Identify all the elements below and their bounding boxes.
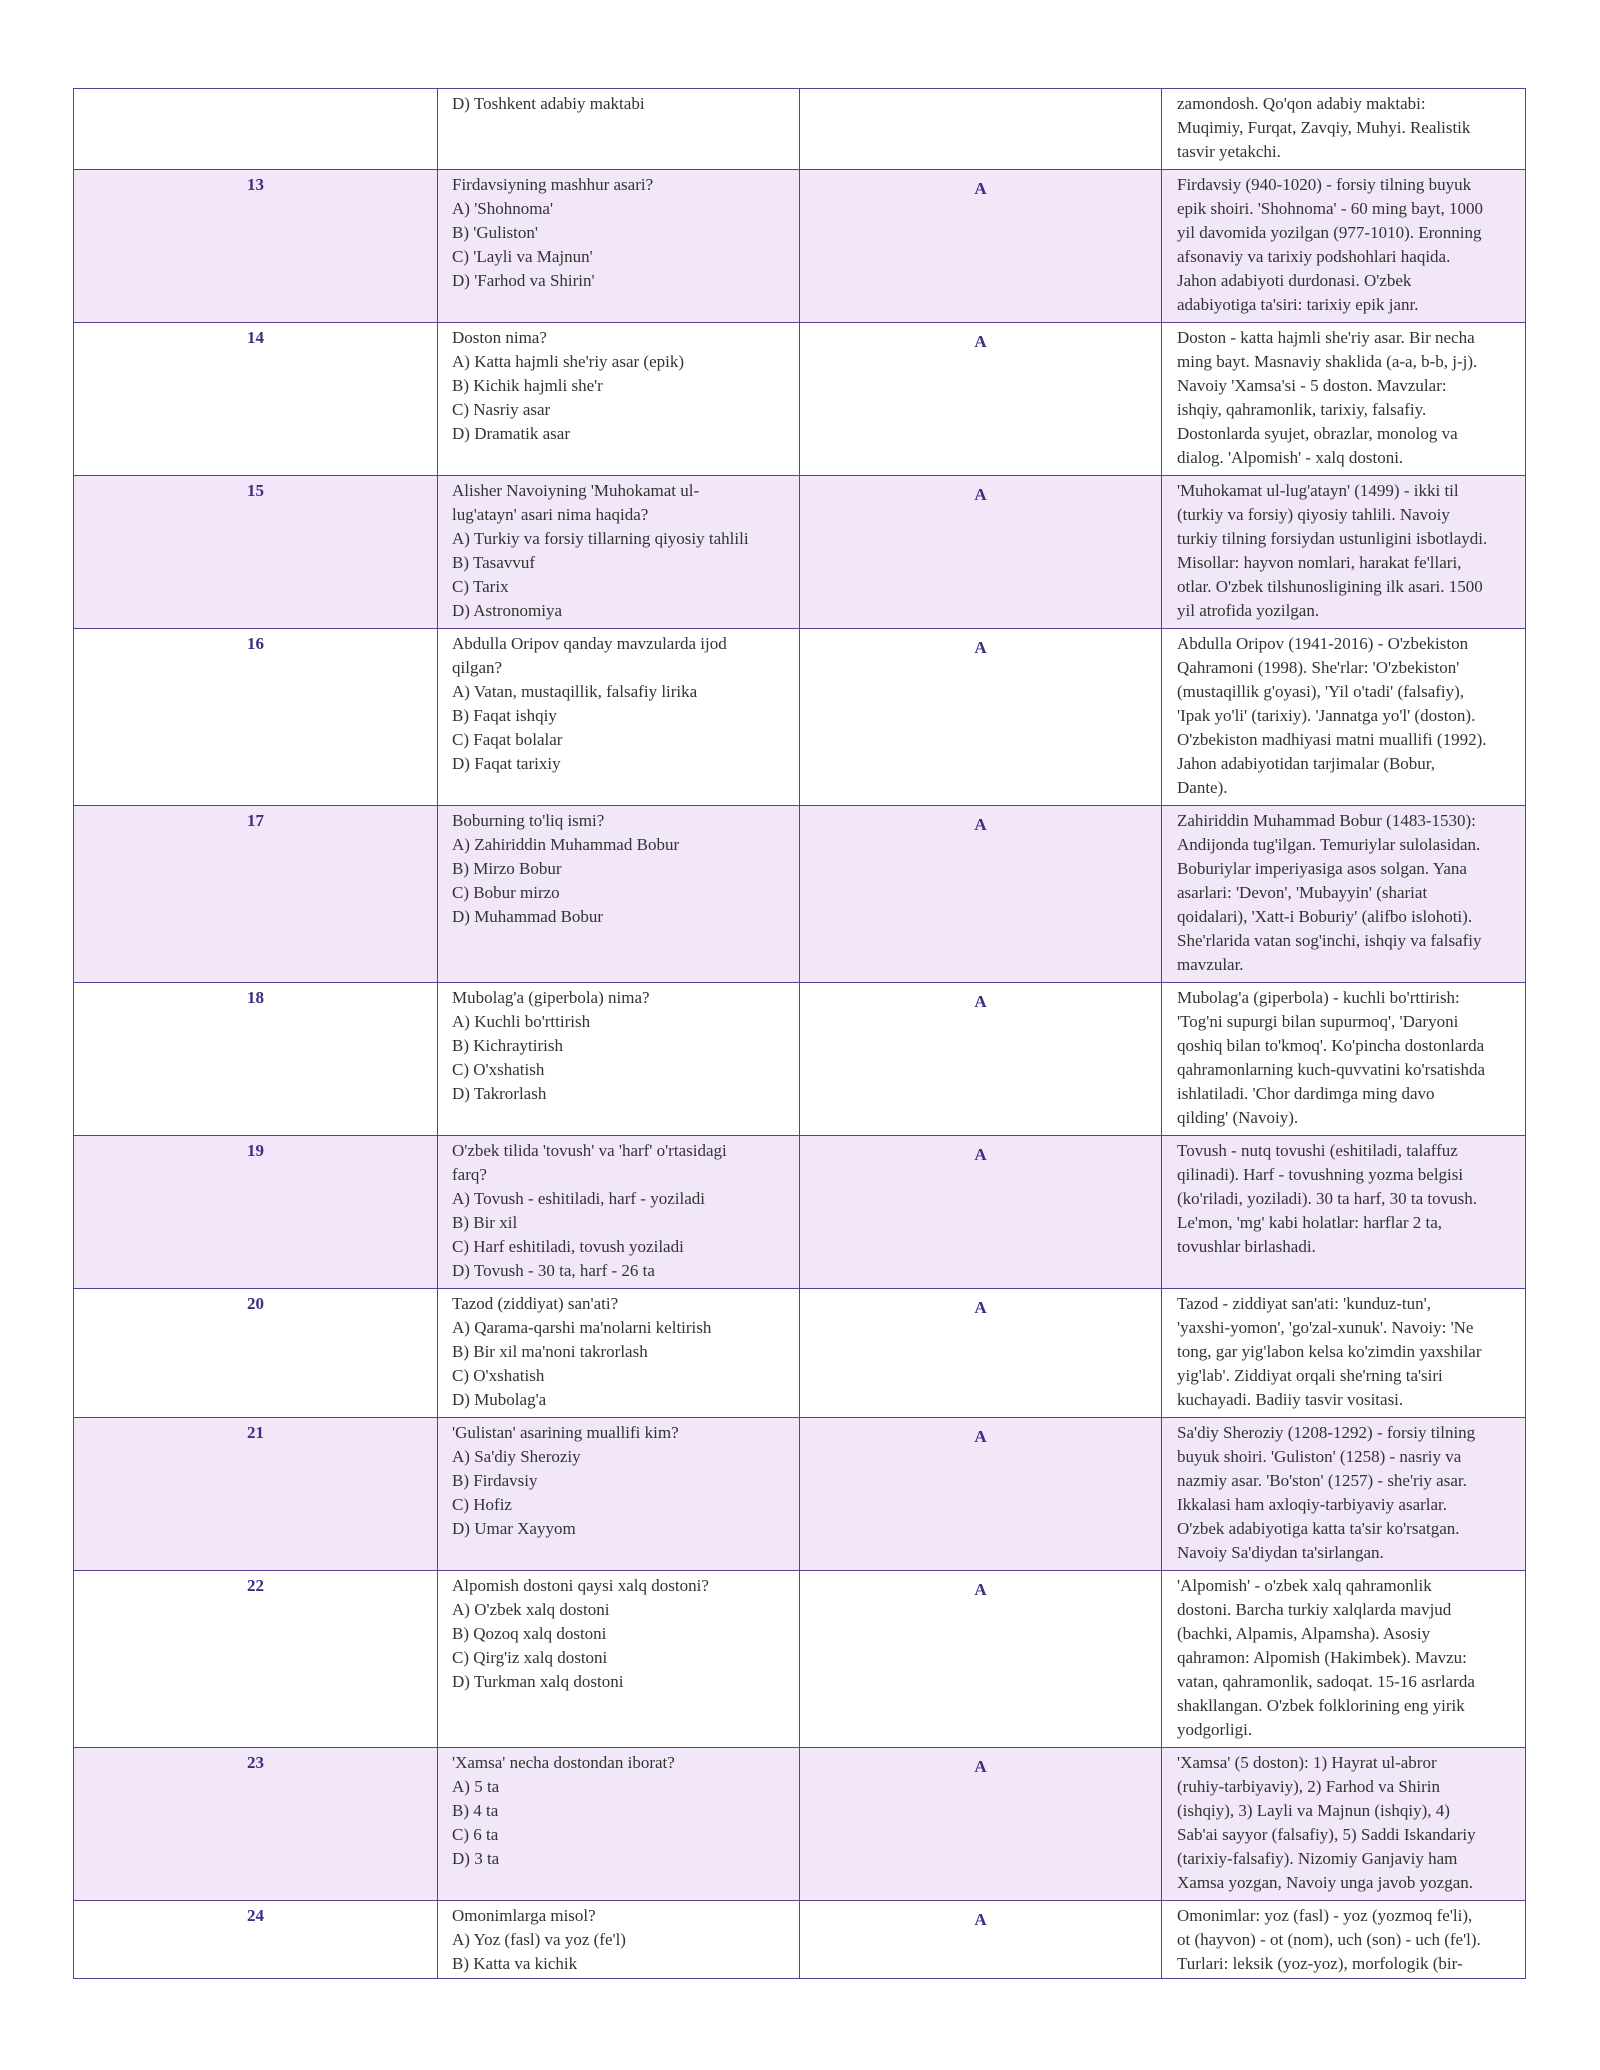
question-number: 17 (247, 811, 264, 830)
question-text: 'Gulistan' asarining muallifi kim? (452, 1423, 679, 1442)
answer-option: D) Mubolag'a (452, 1390, 547, 1409)
question-cell (438, 476, 800, 629)
question-number: 18 (247, 988, 264, 1007)
explanation-line: 'yaxshi-yomon', 'go'zal-xunuk'. Navoiy: 'Ne (1177, 1318, 1474, 1337)
explanation-line: Zahiriddin Muhammad Bobur (1483-1530): (1177, 811, 1476, 830)
table-row (74, 1748, 1526, 1901)
question-cell (438, 1748, 800, 1901)
explanation-line: qoshiq bilan to'kmoq'. Ko'pincha dostonlarda (1177, 1036, 1485, 1055)
answer-option: D) Turkman xalq dostoni (452, 1672, 624, 1691)
table-row (74, 1571, 1526, 1748)
correct-answer-cell (800, 1748, 1162, 1901)
explanation-line: Le'mon, 'mg' kabi holatlar: harflar 2 ta, (1177, 1213, 1443, 1232)
answer-option: C) Bobur mirzo (452, 883, 560, 902)
explanation-line: Sa'diy Sheroziy (1208-1292) - forsiy tilning (1177, 1423, 1476, 1442)
explanation-cell (1162, 1418, 1526, 1571)
answer-option: D) Toshkent adabiy maktabi (452, 94, 645, 113)
answer-option: farq? (452, 1165, 487, 1184)
explanation-line: Navoiy 'Xamsa'si - 5 doston. Mavzular: (1177, 376, 1447, 395)
correct-answer: A (974, 1757, 987, 1776)
table-row (74, 983, 1526, 1136)
answer-option: B) Tasavvuf (452, 553, 536, 572)
table-row (74, 89, 1526, 170)
answer-option: C) Faqat bolalar (452, 730, 563, 749)
question-cell (438, 806, 800, 983)
question-text: Mubolag'a (giperbola) nima? (452, 988, 650, 1007)
correct-answer-cell (800, 1901, 1162, 1979)
explanation-line: vatan, qahramonlik, sadoqat. 15-16 asrlarda (1177, 1672, 1475, 1691)
question-text: Tazod (ziddiyat) san'ati? (452, 1294, 619, 1313)
question-text: 'Xamsa' necha dostondan iborat? (452, 1753, 675, 1772)
question-text: Doston nima? (452, 328, 547, 347)
correct-answer: A (974, 485, 987, 504)
explanation-line: Dante). (1177, 778, 1228, 797)
correct-answer-cell (800, 323, 1162, 476)
explanation-cell (1162, 89, 1526, 170)
correct-answer-cell (800, 806, 1162, 983)
explanation-line: qahramon: Alpomish (Hakimbek). Mavzu: (1177, 1648, 1467, 1667)
question-number-cell (74, 1136, 438, 1289)
explanation-line: yil atrofida yozilgan. (1177, 601, 1320, 620)
explanation-line: Boburiylar imperiyasiga asos solgan. Yana (1177, 859, 1467, 878)
answer-option: C) O'xshatish (452, 1366, 545, 1385)
explanation-line: 'Alpomish' - o'zbek xalq qahramonlik (1177, 1576, 1432, 1595)
explanation-line: mavzular. (1177, 955, 1244, 974)
question-number-cell (74, 476, 438, 629)
explanation-line: epik shoiri. 'Shohnoma' - 60 ming bayt, 1000 (1177, 199, 1483, 218)
explanation-cell (1162, 1571, 1526, 1748)
question-number: 14 (247, 328, 264, 347)
explanation-line: tong, gar yig'labon kelsa ko'zimdin yaxshilar (1177, 1342, 1482, 1361)
question-cell (438, 170, 800, 323)
explanation-line: qoidalari), 'Xatt-i Boburiy' (alifbo islohoti). (1177, 907, 1473, 926)
explanation-cell (1162, 170, 1526, 323)
explanation-line: Jahon adabiyoti durdonasi. O'zbek (1177, 271, 1412, 290)
correct-answer-cell (800, 170, 1162, 323)
correct-answer-cell (800, 1418, 1162, 1571)
answer-option: A) Sa'diy Sheroziy (452, 1447, 581, 1466)
correct-answer: A (974, 1298, 987, 1317)
explanation-line: shakllangan. O'zbek folklorining eng yirik (1177, 1696, 1465, 1715)
correct-answer: A (974, 1580, 987, 1599)
answer-option: D) Umar Xayyom (452, 1519, 576, 1538)
question-number-cell (74, 1571, 438, 1748)
question-number-cell (74, 1901, 438, 1979)
answer-option: B) Kichraytirish (452, 1036, 563, 1055)
table-row (74, 1289, 1526, 1418)
table-row (74, 1901, 1526, 1979)
question-number: 15 (247, 481, 264, 500)
explanation-line: Qahramoni (1998). She'rlar: 'O'zbekiston' (1177, 658, 1460, 677)
explanation-line: Muqimiy, Furqat, Zavqiy, Muhyi. Realistik (1177, 118, 1471, 137)
answer-option: C) 6 ta (452, 1825, 499, 1844)
answer-option: D) Muhammad Bobur (452, 907, 604, 926)
answer-option: C) Qirg'iz xalq dostoni (452, 1648, 608, 1667)
explanation-line: kuchayadi. Badiiy tasvir vositasi. (1177, 1390, 1404, 1409)
explanation-line: dostoni. Barcha turkiy xalqlarda mavjud (1177, 1600, 1452, 1619)
answer-option: B) Kichik hajmli she'r (452, 376, 603, 395)
correct-answer: A (974, 1427, 987, 1446)
correct-answer: A (974, 1145, 987, 1164)
explanation-line: 'Xamsa' (5 doston): 1) Hayrat ul-abror (1177, 1753, 1437, 1772)
question-cell (438, 89, 800, 170)
explanation-line: Ikkalasi ham axloqiy-tarbiyaviy asarlar. (1177, 1495, 1448, 1514)
answer-option: C) Nasriy asar (452, 400, 551, 419)
question-number: 21 (247, 1423, 264, 1442)
explanation-line: 'Tog'ni supurgi bilan supurmoq', 'Daryoni (1177, 1012, 1459, 1031)
answer-option: A) Zahiriddin Muhammad Bobur (452, 835, 680, 854)
answer-option: A) 'Shohnoma' (452, 199, 554, 218)
answer-option: A) 5 ta (452, 1777, 500, 1796)
explanation-line: 'Ipak yo'li' (tarixiy). 'Jannatga yo'l' (doston). (1177, 706, 1476, 725)
explanation-cell (1162, 323, 1526, 476)
table-row (74, 629, 1526, 806)
explanation-line: ming bayt. Masnaviy shaklida (a-a, b-b, j-j). (1177, 352, 1478, 371)
answer-option: D) Tovush - 30 ta, harf - 26 ta (452, 1261, 655, 1280)
explanation-line: Tazod - ziddiyat san'ati: 'kunduz-tun', (1177, 1294, 1431, 1313)
answer-option: A) Vatan, mustaqillik, falsafiy lirika (452, 682, 698, 701)
answer-option: D) Dramatik asar (452, 424, 571, 443)
answer-option: C) O'xshatish (452, 1060, 545, 1079)
question-number-cell (74, 323, 438, 476)
answer-option: C) Hofiz (452, 1495, 512, 1514)
explanation-line: ishlatiladi. 'Chor dardimga ming davo (1177, 1084, 1435, 1103)
answer-option: D) Faqat tarixiy (452, 754, 561, 773)
table-row (74, 476, 1526, 629)
correct-answer: A (974, 992, 987, 1011)
question-number: 13 (247, 175, 264, 194)
question-cell (438, 629, 800, 806)
answer-option: C) Harf eshitiladi, tovush yoziladi (452, 1237, 684, 1256)
explanation-line: yil davomida yozilgan (977-1010). Eronning (1177, 223, 1482, 242)
explanation-line: asarlari: 'Devon', 'Mubayyin' (shariat (1177, 883, 1428, 902)
answer-option: B) Bir xil ma'noni takrorlash (452, 1342, 648, 1361)
question-number: 24 (247, 1906, 264, 1925)
explanation-line: (ishqiy), 3) Layli va Majnun (ishqiy), 4) (1177, 1801, 1450, 1820)
question-number: 23 (247, 1753, 264, 1772)
quiz-table (73, 88, 1526, 1979)
explanation-cell (1162, 1289, 1526, 1418)
question-text: Abdulla Oripov qanday mavzularda ijod (452, 634, 727, 653)
explanation-cell (1162, 983, 1526, 1136)
answer-option: A) Yoz (fasl) va yoz (fe'l) (452, 1930, 626, 1949)
answer-option: A) Katta hajmli she'riy asar (epik) (452, 352, 685, 371)
question-cell (438, 1571, 800, 1748)
answer-option: D) 'Farhod va Shirin' (452, 271, 595, 290)
explanation-line: O'zbekiston madhiyasi matni muallifi (1992). (1177, 730, 1487, 749)
correct-answer-cell (800, 629, 1162, 806)
question-number-cell (74, 983, 438, 1136)
correct-answer-cell (800, 1289, 1162, 1418)
answer-option: B) 'Guliston' (452, 223, 538, 242)
explanation-line: tovushlar birlashadi. (1177, 1237, 1316, 1256)
explanation-line: Doston - katta hajmli she'riy asar. Bir necha (1177, 328, 1475, 347)
correct-answer: A (974, 815, 987, 834)
explanation-line: dialog. 'Alpomish' - xalq dostoni. (1177, 448, 1404, 467)
answer-option: D) Takrorlash (452, 1084, 547, 1103)
answer-option: A) O'zbek xalq dostoni (452, 1600, 610, 1619)
explanation-line: yodgorligi. (1177, 1720, 1253, 1739)
answer-option: B) 4 ta (452, 1801, 499, 1820)
correct-answer: A (974, 1910, 987, 1929)
explanation-line: qilinadi). Harf - tovushning yozma belgisi (1177, 1165, 1464, 1184)
correct-answer: A (974, 179, 987, 198)
question-number-cell (74, 629, 438, 806)
correct-answer: A (974, 332, 987, 351)
answer-option: B) Faqat ishqiy (452, 706, 557, 725)
answer-option: C) Tarix (452, 577, 509, 596)
explanation-line: turkiy tilning forsiydan ustunligini isbotlaydi. (1177, 529, 1488, 548)
question-number-cell (74, 1748, 438, 1901)
explanation-line: (ko'riladi, yoziladi). 30 ta harf, 30 ta tovush. (1177, 1189, 1478, 1208)
explanation-line: Misollar: hayvon nomlari, harakat fe'llari, (1177, 553, 1462, 572)
answer-option: A) Qarama-qarshi ma'nolarni keltirish (452, 1318, 712, 1337)
answer-option: lug'atayn' asari nima haqida? (452, 505, 649, 524)
explanation-line: (mustaqillik g'oyasi), 'Yil o'tadi' (falsafiy), (1177, 682, 1465, 701)
explanation-line: Navoiy Sa'diydan ta'sirlangan. (1177, 1543, 1384, 1562)
explanation-cell (1162, 1748, 1526, 1901)
correct-answer: A (974, 638, 987, 657)
explanation-line: otlar. O'zbek tilshunosligining ilk asari. 1500 (1177, 577, 1483, 596)
table-row (74, 1418, 1526, 1571)
question-cell (438, 983, 800, 1136)
explanation-line: O'zbek adabiyotiga katta ta'sir ko'rsatgan. (1177, 1519, 1460, 1538)
answer-option: A) Turkiy va forsiy tillarning qiyosiy tahlili (452, 529, 749, 548)
question-text: Firdavsiyning mashhur asari? (452, 175, 654, 194)
explanation-line: buyuk shoiri. 'Guliston' (1258) - nasriy va (1177, 1447, 1462, 1466)
question-cell (438, 323, 800, 476)
question-text: Alpomish dostoni qaysi xalq dostoni? (452, 1576, 709, 1595)
answer-option: B) Katta va kichik (452, 1954, 578, 1973)
explanation-line: (turkiy va forsiy) qiyosiy tahlili. Navoiy (1177, 505, 1450, 524)
explanation-line: qilding' (Navoiy). (1177, 1108, 1299, 1127)
table-row (74, 323, 1526, 476)
question-number-cell (74, 806, 438, 983)
explanation-line: Xamsa yozgan, Navoiy unga javob yozgan. (1177, 1873, 1473, 1892)
quiz-table-body (74, 89, 1526, 1979)
answer-option: D) 3 ta (452, 1849, 500, 1868)
explanation-cell (1162, 476, 1526, 629)
question-number: 16 (247, 634, 264, 653)
explanation-line: Mubolag'a (giperbola) - kuchli bo'rttirish: (1177, 988, 1460, 1007)
explanation-line: She'rlarida vatan sog'inchi, ishqiy va falsafiy (1177, 931, 1482, 950)
answer-option: A) Kuchli bo'rttirish (452, 1012, 591, 1031)
question-cell (438, 1901, 800, 1979)
table-row (74, 170, 1526, 323)
explanation-cell (1162, 629, 1526, 806)
explanation-line: 'Muhokamat ul-lug'atayn' (1499) - ikki til (1177, 481, 1459, 500)
question-cell (438, 1289, 800, 1418)
explanation-line: Andijonda tug'ilgan. Temuriylar sulolasidan. (1177, 835, 1481, 854)
correct-answer-cell (800, 476, 1162, 629)
explanation-line: (ruhiy-tarbiyaviy), 2) Farhod va Shirin (1177, 1777, 1440, 1796)
answer-option: D) Astronomiya (452, 601, 563, 620)
question-number: 19 (247, 1141, 264, 1160)
correct-answer-cell (800, 89, 1162, 170)
explanation-line: afsonaviy va tarixiy podshohlari haqida. (1177, 247, 1451, 266)
answer-option: B) Qozoq xalq dostoni (452, 1624, 607, 1643)
explanation-line: adabiyotiga ta'siri: tarixiy epik janr. (1177, 295, 1419, 314)
correct-answer-cell (800, 983, 1162, 1136)
correct-answer-cell (800, 1571, 1162, 1748)
explanation-line: nazmiy asar. 'Bo'ston' (1257) - she'riy asar. (1177, 1471, 1467, 1490)
explanation-line: (tarixiy-falsafiy). Nizomiy Ganjaviy ham (1177, 1849, 1458, 1868)
explanation-line: tasvir yetakchi. (1177, 142, 1281, 161)
table-row (74, 806, 1526, 983)
question-text: Omonimlarga misol? (452, 1906, 596, 1925)
answer-option: B) Mirzo Bobur (452, 859, 562, 878)
answer-option: C) 'Layli va Majnun' (452, 247, 593, 266)
question-number: 20 (247, 1294, 264, 1313)
explanation-line: qahramonlarning kuch-quvvatini ko'rsatishda (1177, 1060, 1486, 1079)
answer-option: B) Firdavsiy (452, 1471, 538, 1490)
explanation-line: Firdavsiy (940-1020) - forsiy tilning buyuk (1177, 175, 1472, 194)
explanation-cell (1162, 806, 1526, 983)
explanation-line: ot (hayvon) - ot (nom), uch (son) - uch (fe'l). (1177, 1930, 1481, 1949)
question-number-cell (74, 89, 438, 170)
question-cell (438, 1418, 800, 1571)
question-number-cell (74, 1418, 438, 1571)
explanation-cell (1162, 1136, 1526, 1289)
explanation-line: Tovush - nutq tovushi (eshitiladi, talaffuz (1177, 1141, 1458, 1160)
explanation-line: Abdulla Oripov (1941-2016) - O'zbekiston (1177, 634, 1469, 653)
answer-option: B) Bir xil (452, 1213, 518, 1232)
question-number: 22 (247, 1576, 264, 1595)
answer-option: qilgan? (452, 658, 503, 677)
question-number-cell (74, 170, 438, 323)
explanation-line: Omonimlar: yoz (fasl) - yoz (yozmoq fe'li), (1177, 1906, 1473, 1925)
question-text: Boburning to'liq ismi? (452, 811, 605, 830)
explanation-line: (bachki, Alpamis, Alpamsha). Asosiy (1177, 1624, 1431, 1643)
explanation-cell (1162, 1901, 1526, 1979)
explanation-line: Dostonlarda syujet, obrazlar, monolog va (1177, 424, 1458, 443)
explanation-line: Turlari: leksik (yoz-yoz), morfologik (bir- (1177, 1954, 1463, 1973)
question-cell (438, 1136, 800, 1289)
question-number-cell (74, 1289, 438, 1418)
question-text: Alisher Navoiyning 'Muhokamat ul- (452, 481, 700, 500)
explanation-line: Jahon adabiyotidan tarjimalar (Bobur, (1177, 754, 1436, 773)
explanation-line: ishqiy, qahramonlik, tarixiy, falsafiy. (1177, 400, 1427, 419)
answer-option: A) Tovush - eshitiladi, harf - yoziladi (452, 1189, 705, 1208)
question-text: O'zbek tilida 'tovush' va 'harf' o'rtasidagi (452, 1141, 727, 1160)
explanation-line: zamondosh. Qo'qon adabiy maktabi: (1177, 94, 1426, 113)
explanation-line: Sab'ai sayyor (falsafiy), 5) Saddi Iskandariy (1177, 1825, 1476, 1844)
explanation-line: yig'lab'. Ziddiyat orqali she'rning ta'siri (1177, 1366, 1443, 1385)
correct-answer-cell (800, 1136, 1162, 1289)
table-row (74, 1136, 1526, 1289)
